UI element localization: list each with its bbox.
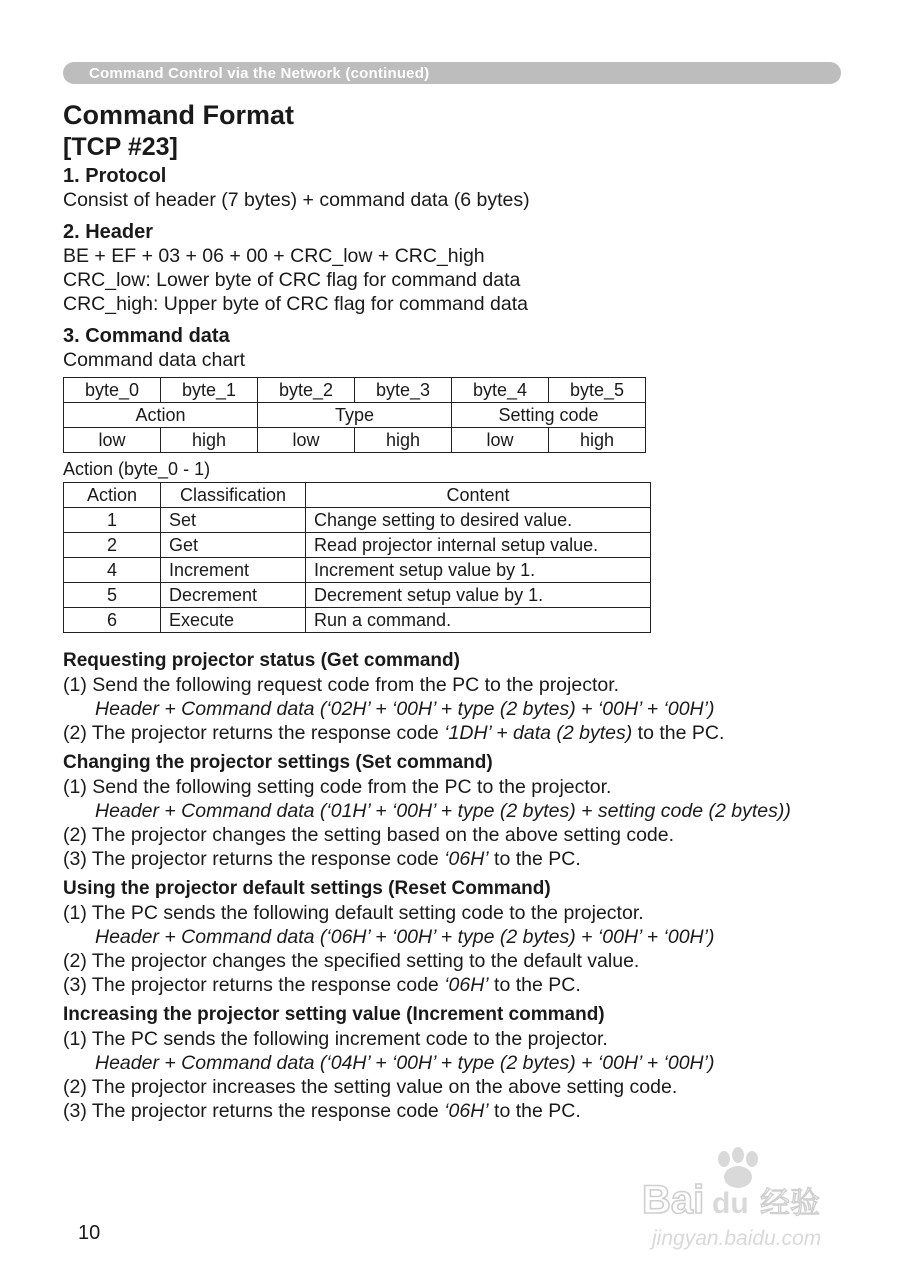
step-text: to the PC.	[632, 722, 725, 744]
table-cell: high	[161, 428, 258, 453]
protocol-heading: 1. Protocol	[63, 165, 167, 187]
step-text: to the PC.	[488, 974, 581, 996]
table-row	[64, 583, 651, 608]
table-cell: Decrement	[161, 583, 306, 608]
section-banner	[63, 62, 841, 84]
response-code: ‘06H’	[444, 848, 489, 870]
step-text: to the PC.	[488, 1100, 581, 1122]
get-step-1-code: Header + Command data (‘02H’ + ‘00H’ + type (2 bytes) + ‘00H’ + ‘00H’)	[95, 698, 715, 720]
table-header-cell: Action	[64, 483, 161, 508]
table-cell: byte_4	[452, 378, 549, 403]
table-row	[64, 378, 646, 403]
header-line: CRC_high: Upper byte of CRC flag for command data	[63, 293, 528, 315]
watermark-url: jingyan.baidu.com	[652, 1227, 822, 1250]
table-cell: Decrement setup value by 1.	[306, 583, 651, 608]
table-cell: 5	[64, 583, 161, 608]
set-command-heading: Changing the projector settings (Set command)	[63, 752, 493, 773]
set-step-3	[63, 847, 853, 871]
table-cell: Execute	[161, 608, 306, 633]
get-step-2	[63, 721, 853, 745]
command-data-chart-label: Command data chart	[63, 349, 246, 371]
svg-text:经验: 经验	[760, 1186, 820, 1221]
reset-step-1-code: Header + Command data (‘06H’ + ‘00H’ + type (2 bytes) + ‘00H’ + ‘00H’)	[95, 926, 715, 948]
main-content	[63, 98, 853, 1123]
table-row	[64, 403, 646, 428]
set-step-2: (2) The projector changes the setting based on the above setting code.	[63, 824, 675, 846]
table-header-cell: Classification	[161, 483, 306, 508]
banner-text: Command Control via the Network (continued)	[89, 65, 430, 82]
increment-command-heading: Increasing the projector setting value (Increment command)	[63, 1004, 605, 1025]
svg-text:du: du	[712, 1187, 749, 1220]
step-text: (3) The projector returns the response code	[63, 1100, 445, 1122]
table-cell: Read projector internal setup value.	[306, 533, 651, 558]
table-cell: high	[549, 428, 646, 453]
response-code: ‘1DH’ + data (2 bytes)	[444, 722, 633, 744]
table-header-cell: Content	[306, 483, 651, 508]
get-command-heading: Requesting projector status (Get command)	[63, 650, 460, 671]
table-row	[64, 508, 651, 533]
step-text: (3) The projector returns the response code	[63, 848, 445, 870]
table-cell: Run a command.	[306, 608, 651, 633]
svg-text:Bai: Bai	[642, 1178, 705, 1222]
response-code: ‘06H’	[444, 974, 489, 996]
set-step-1-code: Header + Command data (‘01H’ + ‘00H’ + type (2 bytes) + setting code (2 bytes))	[95, 800, 791, 822]
table-cell: Increment	[161, 558, 306, 583]
table-cell: Get	[161, 533, 306, 558]
reset-step-2: (2) The projector changes the specified setting to the default value.	[63, 950, 640, 972]
table-cell: byte_3	[355, 378, 452, 403]
table-cell: Set	[161, 508, 306, 533]
step-text: to the PC.	[488, 848, 581, 870]
get-step-1: (1) Send the following request code from the PC to the projector.	[63, 674, 620, 696]
paw-icon	[718, 1147, 758, 1188]
table-row	[64, 533, 651, 558]
table-cell: byte_5	[549, 378, 646, 403]
action-table-label: Action (byte_0 - 1)	[63, 459, 211, 479]
increment-step-2: (2) The projector increases the setting value on the above setting code.	[63, 1076, 678, 1098]
table-cell: 2	[64, 533, 161, 558]
table-header-row	[64, 483, 651, 508]
table-cell: low	[258, 428, 355, 453]
table-cell: low	[64, 428, 161, 453]
table-cell: byte_1	[161, 378, 258, 403]
table-cell: 6	[64, 608, 161, 633]
header-line: CRC_low: Lower byte of CRC flag for command data	[63, 269, 521, 291]
table-row	[64, 428, 646, 453]
reset-step-1: (1) The PC sends the following default setting code to the projector.	[63, 902, 644, 924]
header-line: BE + EF + 03 + 06 + 00 + CRC_low + CRC_high	[63, 245, 485, 267]
table-cell: byte_2	[258, 378, 355, 403]
increment-step-1: (1) The PC sends the following increment code to the projector.	[63, 1028, 608, 1050]
table-cell: low	[452, 428, 549, 453]
table-cell: Type	[258, 403, 452, 428]
page-number: 10	[78, 1222, 101, 1244]
table-cell: byte_0	[64, 378, 161, 403]
table-cell: Increment setup value by 1.	[306, 558, 651, 583]
table-cell: high	[355, 428, 452, 453]
protocol-text: Consist of header (7 bytes) + command data (6 bytes)	[63, 189, 530, 211]
table-row	[64, 558, 651, 583]
command-data-heading: 3. Command data	[63, 325, 230, 347]
table-row	[64, 608, 651, 633]
step-text: (3) The projector returns the response code	[63, 974, 445, 996]
table-cell: Change setting to desired value.	[306, 508, 651, 533]
header-heading: 2. Header	[63, 221, 154, 243]
page-subtitle: [TCP #23]	[63, 133, 178, 161]
reset-command-heading: Using the projector default settings (Reset Command)	[63, 878, 551, 899]
set-step-1: (1) Send the following setting code from the PC to the projector.	[63, 776, 612, 798]
reset-step-3	[63, 973, 853, 997]
page-title: Command Format	[63, 100, 295, 130]
step-text: (2) The projector returns the response code	[63, 722, 445, 744]
table-cell: Action	[64, 403, 258, 428]
table-cell: Setting code	[452, 403, 646, 428]
table-cell: 4	[64, 558, 161, 583]
action-table	[63, 482, 651, 633]
command-data-chart	[63, 377, 646, 453]
table-cell: 1	[64, 508, 161, 533]
baidu-jingyan-watermark	[640, 1145, 860, 1255]
increment-step-3	[63, 1099, 853, 1123]
response-code: ‘06H’	[444, 1100, 489, 1122]
increment-step-1-code: Header + Command data (‘04H’ + ‘00H’ + type (2 bytes) + ‘00H’ + ‘00H’)	[95, 1052, 715, 1074]
